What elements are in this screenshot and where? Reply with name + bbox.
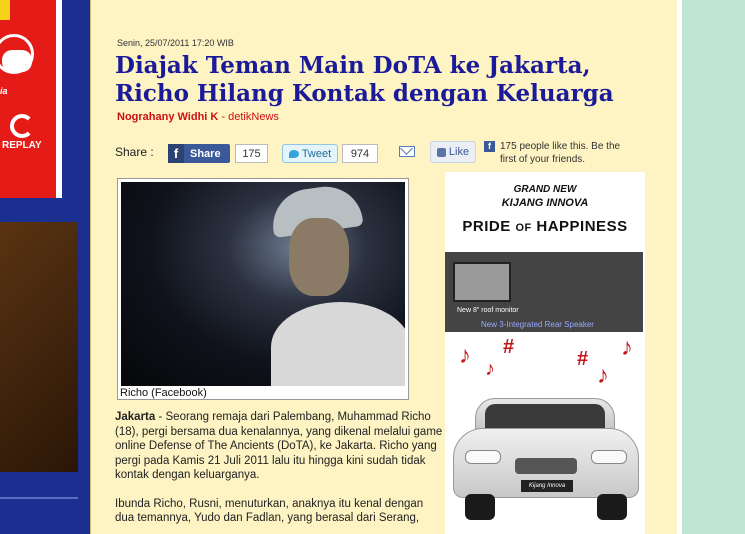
photo-face-shape bbox=[289, 218, 349, 296]
facebook-small-icon: f bbox=[484, 141, 495, 152]
article-photo bbox=[121, 182, 405, 386]
twitter-bird-icon bbox=[289, 150, 299, 158]
article-byline bbox=[117, 111, 279, 123]
photo-shirt-shape bbox=[271, 302, 405, 386]
photo-caption: Richo (Facebook) bbox=[120, 387, 207, 399]
thumbs-up-icon bbox=[437, 148, 446, 157]
left-sidebar bbox=[0, 0, 90, 534]
ad-brand-line2: KIJANG INNOVA bbox=[501, 197, 589, 209]
car-wheel bbox=[465, 494, 495, 520]
paragraph-2-text: Ibunda Richo, Rusni, menuturkan, anaknya itu kenal dengan dua temannya, Yudo dan Fadlan, yang berasal dari Serang, bbox=[115, 497, 424, 524]
article-paragraph bbox=[115, 410, 443, 483]
author-link[interactable]: Nograhany Widhi K bbox=[117, 111, 219, 123]
share-label: Share : bbox=[115, 145, 154, 159]
music-note-icon: ♪ bbox=[621, 334, 633, 361]
facebook-share-button[interactable] bbox=[168, 144, 230, 163]
ad-tagline-of: OF bbox=[515, 222, 532, 234]
source-link[interactable]: detikNews bbox=[228, 111, 279, 123]
music-note-icon: ♪ bbox=[485, 358, 495, 380]
music-note-icon: ♪ bbox=[597, 362, 609, 389]
car-wheel bbox=[597, 494, 627, 520]
replay-icon[interactable] bbox=[10, 114, 34, 138]
article-headline: Diajak Teman Main DoTA ke Jakarta, Richo Hilang Kontak dengan Keluarga bbox=[115, 52, 614, 107]
promo-border bbox=[56, 0, 62, 198]
promo-accent bbox=[0, 0, 10, 20]
article-body bbox=[115, 410, 443, 534]
tweet-button[interactable] bbox=[282, 144, 338, 163]
facebook-share-label: Share bbox=[190, 147, 221, 160]
facebook-like-count-text: 175 people like this. Be the first of your friends. bbox=[500, 141, 621, 165]
facebook-like-button[interactable] bbox=[430, 141, 476, 163]
music-note-icon: ♪ bbox=[459, 342, 471, 369]
promo-tagline: ia bbox=[0, 86, 8, 96]
ad-tagline-post: HAPPINESS bbox=[531, 218, 628, 235]
car-headlight bbox=[591, 450, 627, 464]
article-column bbox=[90, 0, 677, 534]
paragraph-1-text: - Seorang remaja dari Palembang, Muhammad Richo (18), pergi bersama dua kenalannya, yang dikenal melalui game online Defense of The Ancients (DoTA), ke Jakarta. Richo yang pergi pada Kamis 21 Juli 2011 lalu itu hingga kini sudah tidak kontak dengan keluarganya. bbox=[115, 411, 443, 481]
email-share-icon[interactable] bbox=[399, 146, 415, 157]
facebook-icon: f bbox=[168, 144, 184, 163]
like-label: Like bbox=[448, 146, 470, 158]
sidebar-divider bbox=[0, 497, 78, 499]
facebook-share-count: 175 bbox=[235, 144, 268, 163]
ad-panel-blue-text: New 3-Integrated Rear Speaker bbox=[481, 320, 594, 329]
article-date: Senin, 25/07/2011 17:20 WIB bbox=[117, 38, 234, 48]
car-grille bbox=[515, 458, 577, 474]
car-plate: Kijang Innova bbox=[521, 480, 573, 492]
video-thumbnail[interactable] bbox=[0, 222, 78, 472]
car-image bbox=[453, 398, 639, 528]
lead-location: Jakarta bbox=[115, 411, 156, 423]
kijang-innova-ad[interactable] bbox=[445, 172, 645, 534]
ad-feature-panel bbox=[445, 252, 643, 332]
ad-tagline bbox=[445, 218, 645, 235]
tweet-count: 974 bbox=[342, 144, 378, 163]
roof-monitor-image bbox=[453, 262, 511, 302]
sharp-icon: # bbox=[503, 336, 515, 358]
ad-tagline-pre: PRIDE bbox=[462, 218, 516, 235]
ad-panel-caption: New 8" roof monitor bbox=[457, 307, 519, 314]
byline-separator: - bbox=[218, 111, 229, 123]
sharp-icon: # bbox=[577, 348, 589, 370]
promo-logo-shape bbox=[2, 50, 32, 72]
right-background-bar bbox=[677, 0, 745, 534]
right-gap bbox=[677, 0, 682, 534]
article-photo-frame bbox=[117, 178, 409, 400]
promo-banner[interactable] bbox=[0, 0, 62, 198]
replay-button-label[interactable]: REPLAY bbox=[2, 140, 42, 151]
tweet-label: Tweet bbox=[301, 147, 332, 160]
car-headlight bbox=[465, 450, 501, 464]
ad-brand-line1: GRAND NEW bbox=[513, 184, 577, 195]
